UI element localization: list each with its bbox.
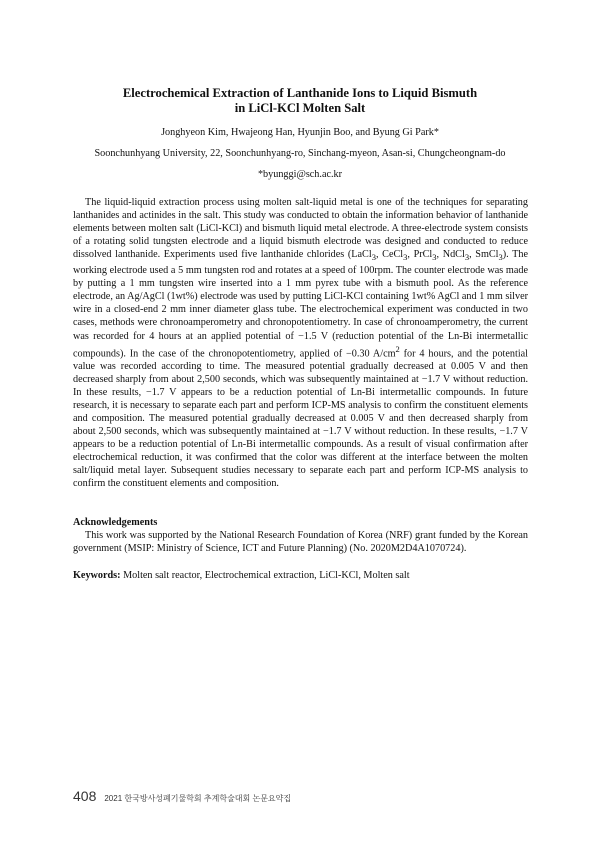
acknowledgements-heading: Acknowledgements (73, 517, 158, 528)
keywords-label: Keywords: (73, 570, 121, 581)
superscript-area: 2 (395, 343, 400, 354)
corresponding-email: *byunggi@sch.ac.kr (257, 169, 343, 180)
subscript-nd: 3 (464, 252, 470, 263)
formula-nd: , NdCl (436, 249, 465, 261)
subscript-ce: 3 (403, 252, 408, 263)
abstract-part-1: The liquid-liquid extraction process using molten salt-liquid metal is one of the techniques for separating lanthanides and actinides in the salt. This study was conducted to obtain the information behavior of lanthanide elements between molten salt (LiCl-KCl) and bismuth liquid metal electrode. A three-electrode system consists of a rotating solid tungsten electrode and a liquid bismuth electrode was designed and conducted to reduce dissolved lanthanide. Experiments used five lanthanide chlorides (LaCl (73, 197, 528, 261)
keywords-text: Molten salt reactor, Electrochemical extraction, LiCl-KCl, Molten salt (120, 570, 410, 581)
paper-title (0, 86, 600, 116)
abstract-part-3: for 4 hours, and the potential value was recorded according to time. The measured potential gradually decreased at 0.005 V and then decreased sharply from about 2,500 seconds, which was subsequently maintained at −1.7 V without reduction. In these results, −1.7 V appears to be a reduction potential of Ln-Bi intermetallic compounds. In future research, it is necessary to separate each part and perform ICP-MS analysis to confirm the constituent elements and composition. The measured potential gradually decreased at 0.005 V and then decreased sharply from about 2,500 seconds, which was subsequently maintained at −1.7 V without reduction. In these results, −1.7 V appears to be a reduction potential of Ln-Bi intermetallic compounds. As a result of visual confirmation after electrochemical reduction, it was confirmed that the color was different at the interface between the molten salt/liquid metal layer. Subsequent studies necessary to separate each part and perform ICP-MS analysis to confirm the constituent elements and composition. (73, 347, 529, 490)
formula-ce: , CeCl (375, 249, 404, 261)
formula-sm: , SmCl (469, 249, 499, 261)
formula-pr: , PrCl (407, 249, 433, 261)
author-list: Jonghyeon Kim, Hwajeong Han, Hyunjin Boo, and Byung Gi Park* (161, 127, 439, 138)
title-line-2: in LiCl-KCl Molten Salt (234, 101, 366, 115)
page-footer (73, 788, 291, 804)
subscript-pr: 3 (432, 252, 437, 263)
keywords-line (73, 569, 528, 582)
subscript-sm: 3 (498, 252, 503, 263)
subscript-la: 3 (371, 252, 376, 263)
title-line-1: Electrochemical Extraction of Lanthanide Ions to Liquid Bismuth (122, 86, 478, 100)
abstract-paragraph (73, 196, 528, 490)
abstract-part-2: ). The working electrode used a 5 mm tungsten rod and rotates at a speed of 100rpm. The counter electrode was made by putting a 1 mm tungsten wire inserted into a 1 mm pyrex tube with a bismuth pool. As the reference electrode, an Ag/AgCl (1wt%) electrode was used by putting LiCl-KCl containing 1wt% AgCl and 1 mm silver wire in a closed-end 2 mm inner diameter glass tube. The electrochemical experiment was conducted in two cases, methods were chronoamperometry and chronopotentiometry. In case of chronoamperometry, the current was recorded for 4 hours at an applied potential of −1.5 V (reduction potential of the Ln-Bi intermetallic compounds). In the case of the chronopotentiometry, applied of −0.30 A/cm (73, 249, 529, 359)
acknowledgements-body: This work was supported by the National Research Foundation of Korea (NRF) grant funded by the Korean government (MSIP: Ministry of Science, ICT and Future Planning) (No. 2020M2D4A1070724). (73, 530, 528, 555)
proceedings-title: 2021 한국방사성폐기물학회 추계학술대회 논문요약집 (104, 794, 292, 803)
affiliation: Soonchunhyang University, 22, Soonchunhyang-ro, Sinchang-myeon, Asan-si, Chungcheongnam-do (94, 148, 506, 159)
page-number: 408 (73, 788, 97, 804)
